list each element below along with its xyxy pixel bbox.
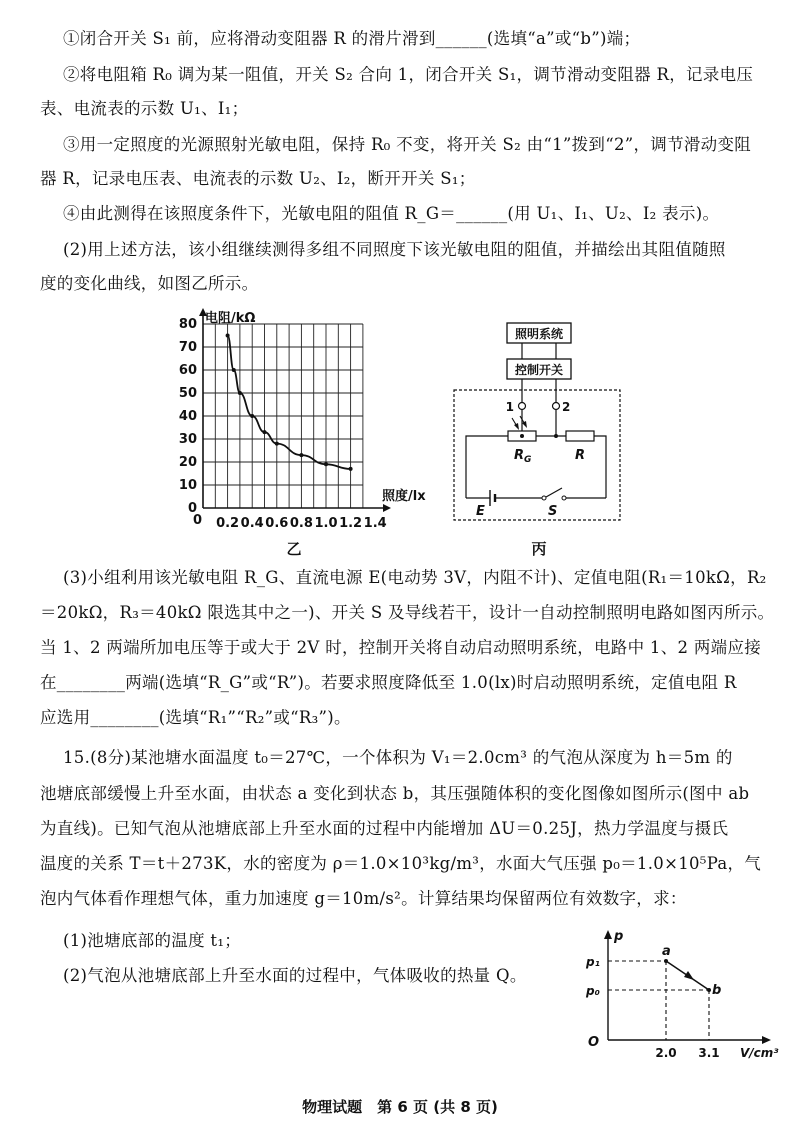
- text-line: ③用一定照度的光源照射光敏电阻，保持 R₀ 不变，将开关 S₂ 由“1”拨到“2”，调节滑动变阻: [63, 135, 752, 154]
- data-point: [299, 453, 303, 457]
- text-line: 当 1、2 两端所加电压等于或大于 2V 时，控制开关将自动启动照明系统，电路中 1、2 两端应接: [40, 638, 762, 657]
- x-axis-label: 照度/lx: [382, 489, 426, 504]
- x-tick-label: 1.2: [339, 516, 363, 531]
- text-line: 度的变化曲线，如图乙所示。: [40, 274, 259, 293]
- circuit-top-wire: [466, 436, 508, 498]
- point-b-label: b: [712, 983, 722, 998]
- point-a-label: a: [662, 944, 671, 959]
- control-switch-label: 控制开关: [514, 363, 564, 377]
- text-line: ①闭合开关 S₁ 前，应将滑动变阻器 R 的滑片滑到______(选填“a”或“b”)端；: [63, 29, 641, 48]
- e-label: E: [476, 504, 485, 519]
- y-axis-label: 电阻/kΩ: [205, 311, 256, 326]
- text-line: 应选用________(选填“R₁”“R₂”或“R₃”)。: [40, 708, 351, 727]
- resistor-r: [566, 431, 594, 441]
- text-line: 为直线)。已知气泡从池塘底部上升至水面的过程中内能增加 ΔU＝0.25J，热力学温度与摄氏: [40, 819, 729, 838]
- y-tick-label: 50: [178, 386, 197, 401]
- x-tick-label: 3.1: [698, 1046, 720, 1060]
- y-tick-label: 40: [178, 409, 197, 424]
- v-axis-label: V/cm³: [740, 1046, 779, 1060]
- text-line: 池塘底部缓慢上升至水面，由状态 a 变化到状态 b，其压强随体积的变化图像如图所示(图中 ab: [40, 784, 750, 803]
- text-line: 泡内气体看作理想气体，重力加速度 g＝10m/s²。计算结果均保留两位有效数字，求：: [40, 889, 687, 908]
- data-point: [275, 442, 279, 446]
- point-a: [664, 959, 668, 963]
- text-line: (3)小组利用该光敏电阻 R_G、直流电源 E(电动势 3V，内阻不计)、定值电阻(R₁＝10kΩ，R₂: [63, 568, 767, 587]
- terminal-1: [519, 403, 526, 410]
- y-tick-label: 10: [178, 478, 197, 493]
- x-tick-label: 2.0: [655, 1046, 677, 1060]
- text-line: (1)池塘底部的温度 t₁；: [63, 931, 242, 950]
- text-line: ＝20kΩ，R₃＝40kΩ 限选其中之一)、开关 S 及导线若干，设计一自动控制照明电路如图丙所示。: [40, 603, 775, 622]
- text-line: (2)气泡从池塘底部上升至水面的过程中，气体吸收的热量 Q。: [63, 966, 527, 985]
- question-15-line: 15.(8分)某池塘水面温度 t₀＝27℃，一个体积为 V₁＝2.0cm³ 的气泡从深度为 h＝5m 的: [63, 748, 733, 767]
- terminal-2: [553, 403, 560, 410]
- p-axis-arrow: [604, 930, 612, 939]
- circuit-diagram: [450, 318, 625, 558]
- data-point: [250, 414, 254, 418]
- dashed-frame: [454, 390, 620, 520]
- x-tick-label: 1.0: [314, 516, 338, 531]
- v-axis-arrow: [762, 1036, 771, 1044]
- text-line: 在________两端(选填“R_G”或“R”)。若要求照度降低至 1.0(lx)时启动照明系统，定值电阻 R: [40, 673, 737, 692]
- text-line: 表、电流表的示数 U₁、I₁；: [40, 99, 249, 118]
- y-tick-label: 20: [178, 455, 197, 470]
- resistance-illuminance-chart: [160, 306, 440, 556]
- pressure-volume-chart: [578, 925, 788, 1065]
- terminal-1-label: 1: [505, 400, 514, 414]
- text-line: 器 R，记录电压表、电流表的示数 U₂、I₂，断开开关 S₁；: [40, 169, 476, 188]
- x-tick-label: 0.6: [265, 516, 289, 531]
- p-axis-label: p: [614, 929, 624, 944]
- chart-caption: 乙: [286, 540, 302, 556]
- data-point: [349, 467, 353, 471]
- ab-direction-arrow: [684, 971, 694, 980]
- origin-label: O: [588, 1035, 600, 1050]
- x-tick-label: 0.4: [240, 516, 264, 531]
- text-line: (2)用上述方法，该小组继续测得多组不同照度下该光敏电阻的阻值，并描绘出其阻值随照: [63, 240, 726, 259]
- point-b: [707, 988, 711, 992]
- y-tick-label: 70: [178, 340, 197, 355]
- x-tick-label: 0.8: [289, 516, 313, 531]
- data-point: [324, 462, 328, 466]
- rg-label: $R_G$: [514, 448, 532, 465]
- text-line: ②将电阻箱 R₀ 调为某一阻值，开关 S₂ 合向 1，闭合开关 S₁，调节滑动变阻器 R，记录电压: [63, 65, 754, 84]
- page-footer: 物理试题 第 6 页 (共 8 页): [302, 1098, 498, 1116]
- r-label: R: [575, 448, 586, 463]
- y-tick-label: 60: [178, 363, 197, 378]
- p1-label: p₁: [586, 955, 600, 969]
- s-label: S: [548, 504, 558, 519]
- p0-label: p₀: [586, 984, 600, 998]
- y-tick-label: 0: [187, 501, 197, 516]
- terminal-2-label: 2: [562, 400, 571, 414]
- light-arrows-icon: [512, 416, 527, 430]
- text-line: 温度的关系 T＝t＋273K，水的密度为 ρ＝1.0×10³kg/m³，水面大气压强 p₀＝1.0×10⁵Pa，气: [40, 854, 762, 873]
- circuit-caption: 丙: [531, 540, 547, 558]
- y-tick-label: 30: [178, 432, 197, 447]
- x-tick-label: 0.2: [216, 516, 240, 531]
- data-point: [238, 391, 242, 395]
- y-tick-label: 80: [178, 317, 197, 332]
- x-tick-label: 1.4: [363, 516, 387, 531]
- switch-lever: [546, 488, 562, 497]
- origin-label: 0: [193, 513, 203, 528]
- data-point: [232, 368, 236, 372]
- data-point: [226, 334, 230, 338]
- data-point: [263, 430, 267, 434]
- text-line: ④由此测得在该照度条件下，光敏电阻的阻值 R_G＝______(用 U₁、I₁、U₂、I₂ 表示)。: [63, 204, 720, 223]
- lighting-system-label: 照明系统: [514, 327, 564, 341]
- x-axis-arrow: [383, 504, 391, 512]
